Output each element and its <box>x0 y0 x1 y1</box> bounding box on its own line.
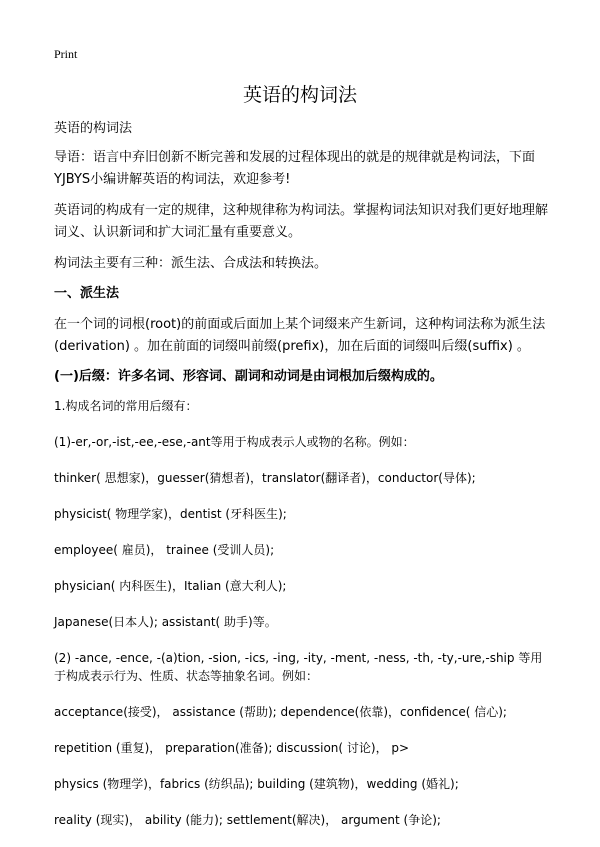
page-title: 英语的构词法 <box>242 84 357 106</box>
example-line: physicist( 物理学家)，dentist (牙科医生); <box>54 507 287 521</box>
intro-paragraph: 导语：语言中弃旧创新不断完善和发展的过程体现出的就是的规律就是构词法，下面YJBYS小编讲解英语的构词法，欢迎参考! <box>54 150 536 187</box>
paragraph-1: 英语词的构成有一定的规律，这种规律称为构词法。掌握构词法知识对我们更好地理解词义、认识新词和扩大词汇量有重要意义。 <box>54 203 549 240</box>
article-subtitle: 英语的构词法 <box>54 121 133 136</box>
example-line: acceptance(接受)， assistance (帮助); dependence(依靠)，confidence( 信心); <box>54 705 507 719</box>
paragraph-2: 构词法主要有三种：派生法、合成法和转换法。 <box>54 256 328 271</box>
example-line: Japanese(日本人); assistant( 助手)等。 <box>54 615 277 629</box>
example-line: reality (现实)， ability (能力); settlement(解决)， argument (争论); <box>54 813 441 827</box>
section-1-heading: 一、派生法 <box>54 286 120 301</box>
example-line: thinker( 思想家)，guesser(猜想者)，translator(翻译者)，conductor(导体); <box>54 471 476 485</box>
suffix-group-2: (2) -ance, -ence, -(a)tion, -sion, -ics, -ing, -ity, -ment, -ness, -th, -ty,-ure,-ship 等用于构成表示行为、性质、状态等抽象名词。例如： <box>54 651 543 683</box>
article-body <box>54 118 554 847</box>
suffix-group-1: (1)-er,-or,-ist,-ee,-ese,-ant等用于构成表示人或物的名称。例如： <box>54 435 415 449</box>
point-1: 1.构成名词的常用后缀有： <box>54 399 198 413</box>
print-link[interactable]: Print <box>54 47 78 61</box>
example-line: physician( 内科医生)，Italian (意大利人); <box>54 579 287 593</box>
section-1-text: 在一个词的词根(root)的前面或后面加上某个词缀来产生新词，这种构词法称为派生法(derivation) 。加在前面的词缀叫前缀(prefix)，加在后面的词缀叫后缀(suffix) 。 <box>54 317 546 354</box>
example-line: repetition (重复)， preparation(准备); discussion( 讨论)， p> <box>54 741 410 755</box>
subsection-heading: (一)后缀：许多名词、形容词、副词和动词是由词根加后缀构成的。 <box>54 369 443 384</box>
example-line: employee( 雇员)， trainee (受训人员); <box>54 543 275 557</box>
example-line: physics (物理学)，fabrics (纺织品); building (建筑物)，wedding (婚礼); <box>54 777 459 791</box>
